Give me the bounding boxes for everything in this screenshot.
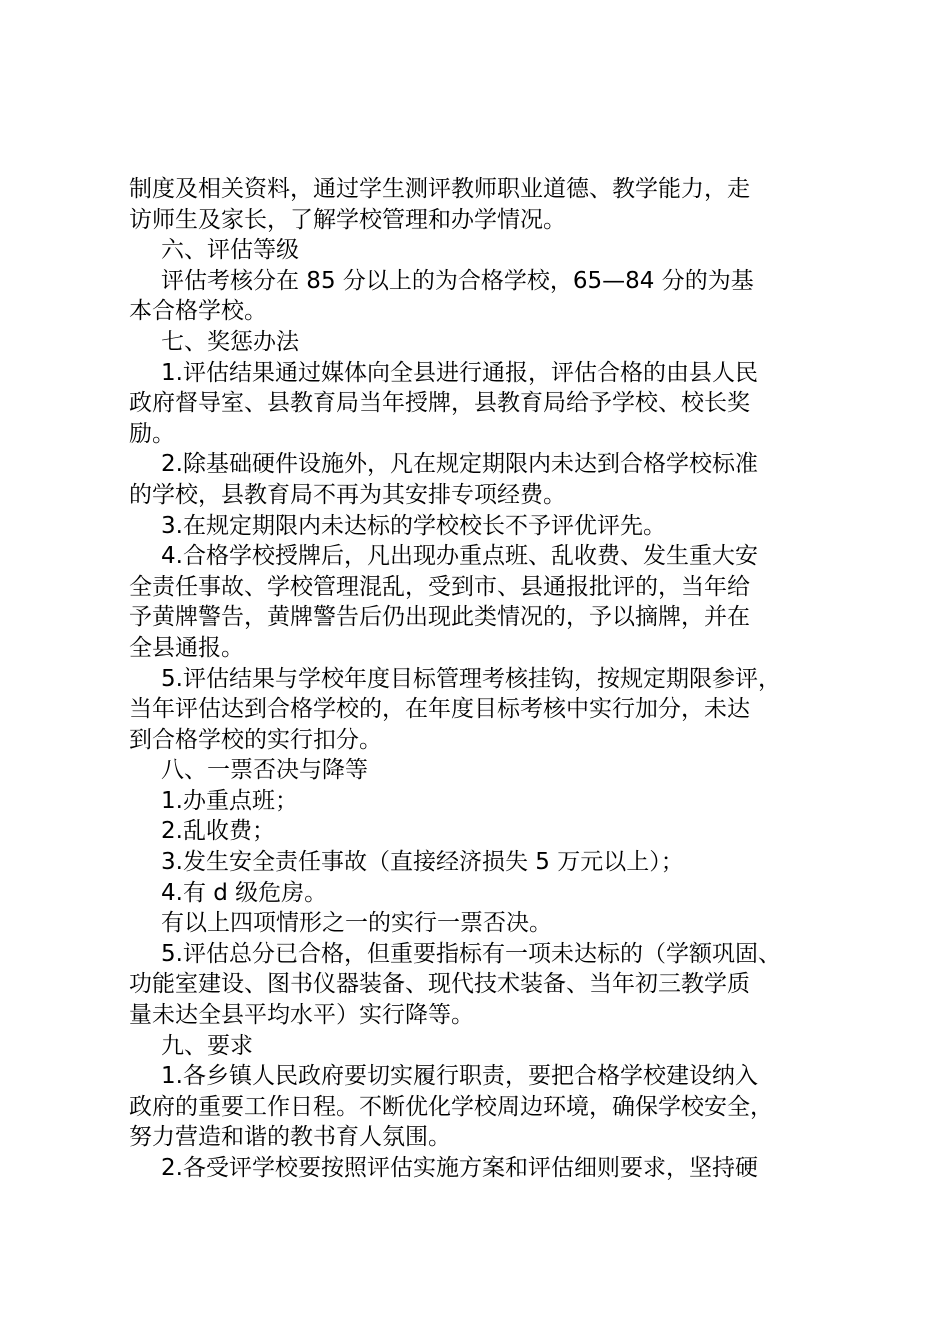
text-line: 予黄牌警告，黄牌警告后仍出现此类情况的，予以摘牌，并在: [129, 604, 750, 631]
text-line: 评估考核分在 85 分以上的为合格学校，65—84 分的为基: [161, 267, 754, 294]
text-line: 努力营造和谐的教书育人氛围。: [129, 1124, 451, 1151]
text-line: 2.除基础硬件设施外，凡在规定期限内未达到合格学校标准: [161, 451, 758, 478]
text-line: 3.在规定期限内未达标的学校校长不予评优评先。: [161, 512, 666, 539]
text-line: 4.有 d 级危房。: [161, 879, 328, 906]
text-line: 本合格学校。: [129, 298, 267, 325]
text-line: 全县通报。: [129, 634, 244, 661]
text-line: 当年评估达到合格学校的，在年度目标考核中实行加分，未达: [129, 696, 750, 723]
text-line: 八、一票否决与降等: [161, 757, 368, 784]
text-line: 励。: [129, 420, 175, 447]
text-line: 七、奖惩办法: [161, 328, 299, 355]
text-line: 5.评估结果与学校年度目标管理考核挂钩，按规定期限参评，: [161, 665, 781, 692]
document-body: [129, 174, 834, 1184]
text-line: 九、要求: [161, 1032, 253, 1059]
text-line: 5.评估总分已合格，但重要指标有一项未达标的（学额巩固、: [161, 940, 781, 967]
text-line: 量未达全县平均水平）实行降等。: [129, 1002, 474, 1029]
text-line: 六、评估等级: [161, 237, 299, 264]
text-line: 政府的重要工作日程。不断优化学校周边环境，确保学校安全，: [129, 1093, 773, 1120]
text-line: 3.发生安全责任事故（直接经济损失 5 万元以上）；: [161, 849, 684, 876]
text-line: 制度及相关资料，通过学生测评教师职业道德、教学能力，走: [129, 176, 750, 202]
text-line: 的学校，县教育局不再为其安排专项经费。: [129, 481, 566, 508]
text-line: 全责任事故、学校管理混乱，受到市、县通报批评的，当年给: [129, 573, 750, 600]
text-line: 有以上四项情形之一的实行一票否决。: [161, 910, 552, 937]
text-line: 1.评估结果通过媒体向全县进行通报，评估合格的由县人民: [161, 359, 758, 386]
text-line: 2.各受评学校要按照评估实施方案和评估细则要求，坚持硬: [161, 1155, 758, 1181]
text-line: 功能室建设、图书仪器装备、现代技术装备、当年初三教学质: [129, 971, 750, 998]
text-line: 1.办重点班；: [161, 787, 298, 814]
text-line: 2.乱收费；: [161, 818, 275, 845]
text-line: 到合格学校的实行扣分。: [129, 726, 382, 753]
text-line: 访师生及家长，了解学校管理和办学情况。: [129, 206, 566, 233]
text-line: 1.各乡镇人民政府要切实履行职责，要把合格学校建设纳入: [161, 1063, 758, 1090]
text-line: 4.合格学校授牌后，凡出现办重点班、乱收费、发生重大安: [161, 543, 758, 570]
text-line: 政府督导室、县教育局当年授牌，县教育局给予学校、校长奖: [129, 390, 750, 417]
